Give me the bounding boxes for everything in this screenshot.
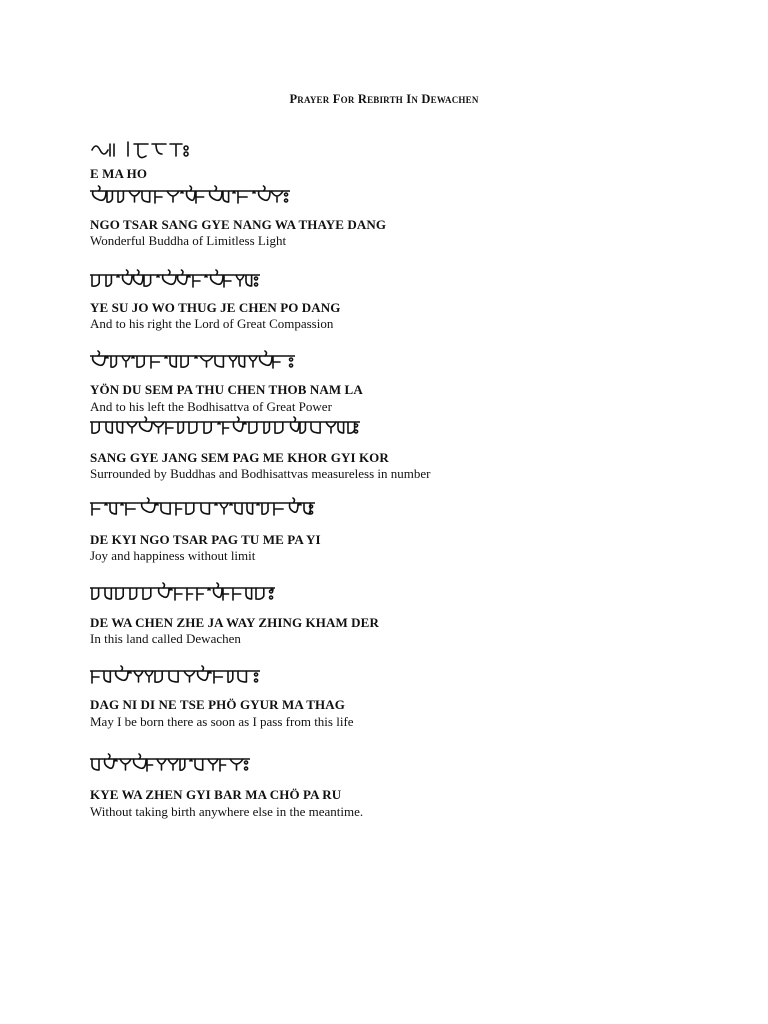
verse-translation: Surrounded by Buddhas and Bodhisattvas measureless in number (90, 466, 431, 481)
verse-transliteration: DE WA CHEN ZHE JA WAY ZHING KHAM DER (90, 615, 379, 630)
page-title (0, 92, 768, 107)
page-title-text: Prayer For Rebirth In Dewachen (289, 92, 479, 106)
tibetan-verse-line (90, 581, 275, 603)
tibetan-opening-line (90, 138, 200, 160)
tibetan-verse-line (90, 415, 360, 437)
tibetan-verse-line (90, 496, 315, 518)
verse-translation: May I be born there as soon as I pass from this life (90, 714, 354, 729)
verse-transliteration: NGO TSAR SANG GYE NANG WA THAYE DANG (90, 217, 387, 232)
opening-translit: E MA HO (90, 166, 148, 181)
tibetan-verse-line (90, 268, 260, 290)
tibetan-verse-line (90, 349, 295, 371)
verse-transliteration: KYE WA ZHEN GYI BAR MA CHÖ PA RU (90, 787, 342, 802)
tibetan-verse-line (90, 664, 260, 686)
verse-transliteration: DE KYI NGO TSAR PAG TU ME PA YI (90, 532, 321, 547)
verse-translation: In this land called Dewachen (90, 631, 241, 646)
verse-transliteration: YÖN DU SEM PA THU CHEN THOB NAM LA (90, 382, 363, 397)
verse-transliteration: DAG NI DI NE TSE PHÖ GYUR MA THAG (90, 697, 345, 712)
verse-transliteration: YE SU JO WO THUG JE CHEN PO DANG (90, 300, 341, 315)
verse-translation: Joy and happiness without limit (90, 548, 256, 563)
verse-translation: Without taking birth anywhere else in the meantime. (90, 804, 364, 819)
verse-translation: And to his right the Lord of Great Compassion (90, 316, 334, 331)
tibetan-verse-line (90, 184, 290, 206)
verse-translation: Wonderful Buddha of Limitless Light (90, 233, 287, 248)
verse-transliteration: SANG GYE JANG SEM PAG ME KHOR GYI KOR (90, 450, 389, 465)
tibetan-verse-line (90, 752, 250, 774)
verse-translation: And to his left the Bodhisattva of Great Power (90, 399, 332, 414)
